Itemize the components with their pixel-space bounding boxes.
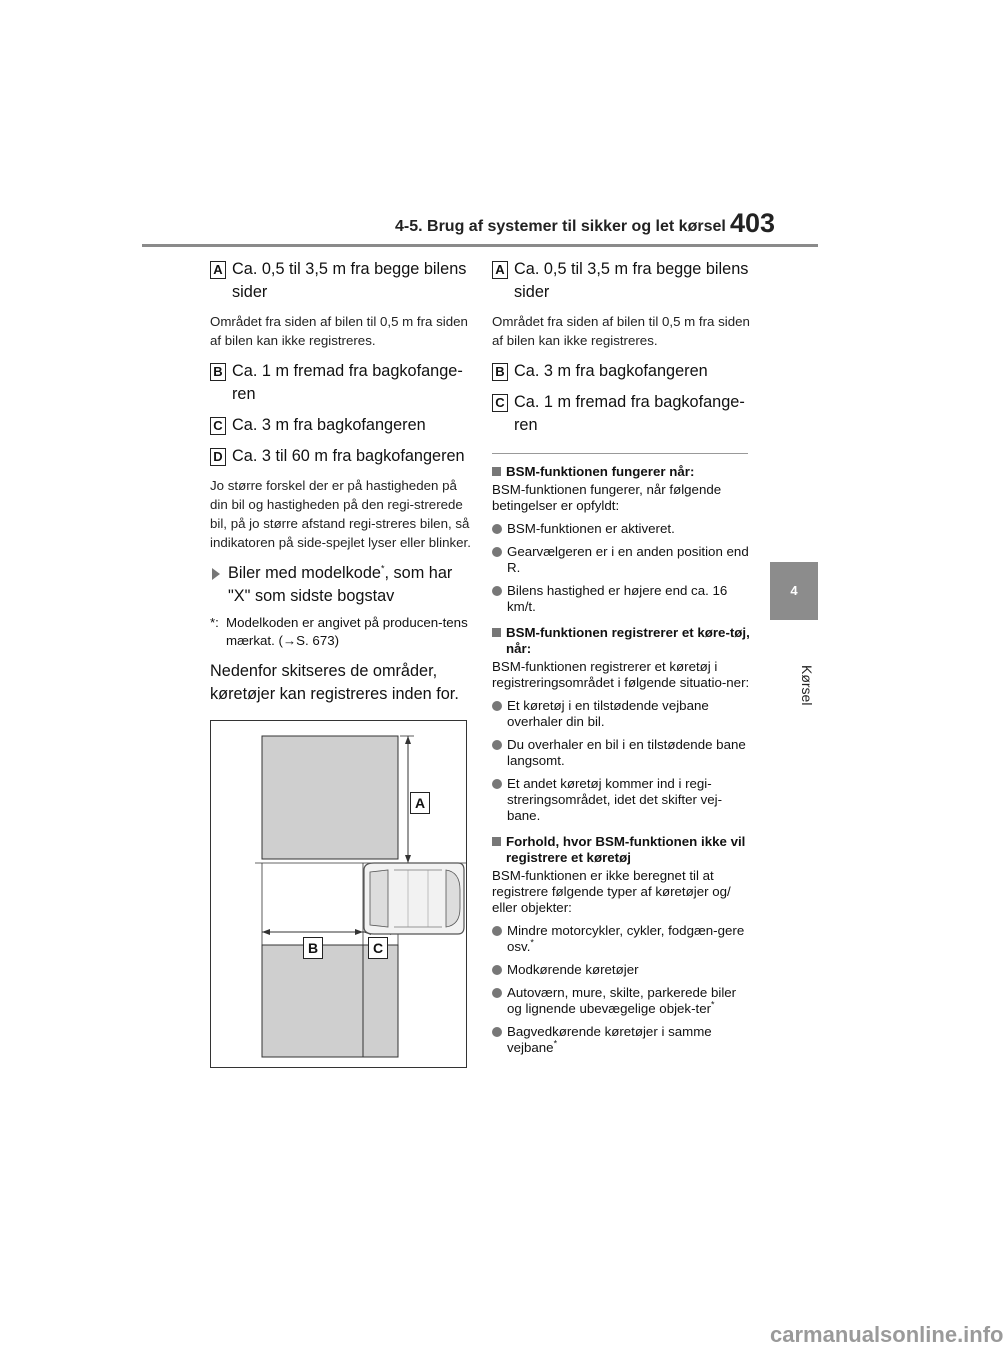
bullet-dot-icon xyxy=(492,926,502,936)
note-text: Jo større forskel der er på hastigheden på din bil og hastigheden på den regi-strerede bil, på jo større afstand regi-streres bilen, så indikatoren på side-spejlet lyser eller blinker. xyxy=(210,478,471,550)
page-number: 403 xyxy=(730,208,776,238)
intro-text: Nedenfor skitseres de områder, køretøjer kan registreres inden for. xyxy=(210,662,459,703)
list-item xyxy=(492,962,752,978)
footnote xyxy=(210,614,472,650)
label-box-b: B xyxy=(492,363,508,381)
list-item xyxy=(210,414,472,437)
bullet-text: Bilens hastighed er højere end ca. 16 km/t. xyxy=(507,583,728,614)
bullet-text: Autoværn, mure, skilte, parkerede biler og lignende ubevægelige objek-ter xyxy=(507,985,737,1016)
list-item xyxy=(492,391,752,437)
list-item xyxy=(492,544,752,576)
section-title: BSM-funktionen fungerer når: xyxy=(506,464,695,479)
list-item xyxy=(492,258,752,304)
bullet-text: Bagvedkørende køretøjer i samme vejbane xyxy=(507,1024,712,1055)
list-item xyxy=(210,360,472,406)
diagram-label-b: B xyxy=(303,937,323,959)
item-text: Ca. 3 m fra bagkofangeren xyxy=(232,416,426,434)
model-note-text: Biler med modelkode xyxy=(228,564,381,582)
note-text: Området fra siden af bilen til 0,5 m fra siden af bilen kan ikke registreres. xyxy=(492,314,750,348)
note-text: Området fra siden af bilen til 0,5 m fra siden af bilen kan ikke registreres. xyxy=(210,314,468,348)
left-column xyxy=(210,258,472,706)
bullet-text: Du overhaler en bil i en tilstødende bane langsomt. xyxy=(507,737,746,768)
footnote-text: Modelkoden er angivet på producen-tens mærkat. (→S. 673) xyxy=(226,615,468,648)
list-item xyxy=(492,923,752,955)
footnote-marker: * xyxy=(553,1038,558,1049)
item-text: Ca. 1 m fremad fra bagkofange-ren xyxy=(514,393,745,434)
right-column xyxy=(492,258,752,1056)
bullet-text: Et andet køretøj kommer ind i regi-streringsområdet, idet det skifter vej-bane. xyxy=(507,776,723,823)
list-item xyxy=(492,776,752,824)
bullet-dot-icon xyxy=(492,524,502,534)
label-box-c: C xyxy=(492,394,508,412)
section-title: 4-5. Brug af systemer til sikker og let kørsel xyxy=(395,218,726,235)
label-box-c: C xyxy=(210,417,226,435)
model-note xyxy=(210,562,472,608)
bullet-text: Et køretøj i en tilstødende vejbane overhaler din bil. xyxy=(507,698,709,729)
bullet-dot-icon xyxy=(492,701,502,711)
item-text: Ca. 1 m fremad fra bagkofange-ren xyxy=(232,362,463,403)
diagram-label-c: C xyxy=(368,937,388,959)
bullet-dot-icon xyxy=(492,586,502,596)
footnote-marker: * xyxy=(530,937,534,948)
detection-area-diagram xyxy=(210,720,467,1068)
section-divider xyxy=(492,453,748,454)
diagram-svg xyxy=(210,720,467,1068)
item-text: Ca. 3 til 60 m fra bagkofangeren xyxy=(232,447,465,465)
section-heading xyxy=(492,464,752,480)
footnote-mark: *: xyxy=(210,615,219,630)
label-box-d: D xyxy=(210,448,226,466)
bullet-dot-icon xyxy=(492,547,502,557)
model-note-text-end: , som har "X" som sidste bogstav xyxy=(228,564,453,605)
bullet-dot-icon xyxy=(492,965,502,975)
bullet-dot-icon xyxy=(492,1027,502,1037)
section-title: Forhold, hvor BSM-funktionen ikke vil registrere et køretøj xyxy=(506,834,746,865)
item-text: Ca. 3 m fra bagkofangeren xyxy=(514,362,708,380)
item-text: Ca. 0,5 til 3,5 m fra begge bilens sider xyxy=(514,260,749,301)
item-text: Ca. 0,5 til 3,5 m fra begge bilens sider xyxy=(232,260,467,301)
bullet-dot-icon xyxy=(492,779,502,789)
list-item xyxy=(492,737,752,769)
watermark: carmanualsonline.info xyxy=(770,1322,1004,1347)
bullet-text: BSM-funktionen er aktiveret. xyxy=(507,521,675,536)
section-intro: BSM-funktionen er ikke beregnet til at registrere følgende typer af køretøjer og/ eller objekter: xyxy=(492,868,731,915)
chapter-tab: 4 xyxy=(770,562,818,620)
bullet-text: Mindre motorcykler, cykler, fodgæn-gere osv. xyxy=(507,923,745,954)
list-item xyxy=(210,445,472,468)
label-box-a: A xyxy=(210,261,226,279)
list-item xyxy=(492,698,752,730)
list-item xyxy=(492,583,752,615)
bullet-dot-icon xyxy=(492,988,502,998)
section-heading xyxy=(492,625,752,657)
bullet-text: Gearvælgeren er i en anden position end R. xyxy=(507,544,749,575)
section-intro: BSM-funktionen registrerer et køretøj i registreringsområdet i følgende situatio-ner: xyxy=(492,659,750,690)
chapter-label: Kørsel xyxy=(799,665,815,706)
footnote-marker: * xyxy=(380,563,385,574)
section-heading xyxy=(492,834,752,866)
section-title: BSM-funktionen registrerer et køre-tøj, når: xyxy=(506,625,750,656)
car-icon xyxy=(364,863,464,934)
list-item xyxy=(210,258,472,304)
list-item xyxy=(492,1024,752,1056)
header-divider xyxy=(142,244,818,247)
footnote-marker: * xyxy=(711,999,715,1010)
bullet-text: Modkørende køretøjer xyxy=(507,962,639,977)
list-item xyxy=(492,360,752,383)
diagram-label-a: A xyxy=(410,792,430,814)
section-intro: BSM-funktionen fungerer, når følgende betingelser er opfyldt: xyxy=(492,482,722,513)
label-box-a: A xyxy=(492,261,508,279)
bullet-dot-icon xyxy=(492,740,502,750)
triangle-arrow-icon xyxy=(212,568,220,580)
list-item xyxy=(492,985,752,1017)
list-item xyxy=(492,521,752,537)
label-box-b: B xyxy=(210,363,226,381)
square-bullet-icon xyxy=(492,628,501,637)
square-bullet-icon xyxy=(492,467,501,476)
square-bullet-icon xyxy=(492,837,501,846)
